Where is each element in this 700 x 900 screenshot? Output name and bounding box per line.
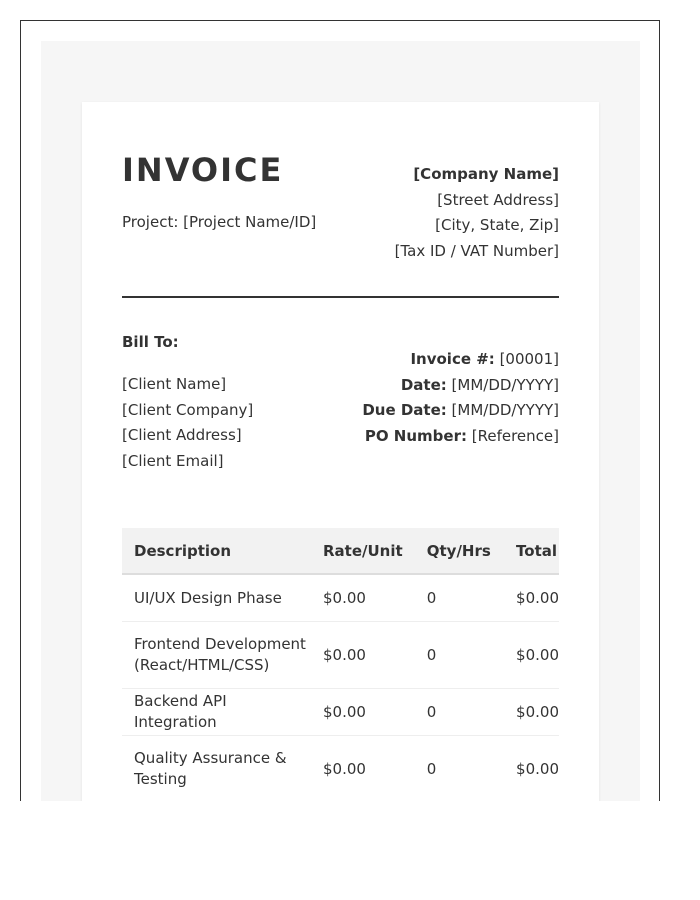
table-row — [122, 736, 559, 802]
header-rate: Rate/Unit — [311, 528, 415, 574]
invoice-meta-block — [362, 347, 559, 450]
cell-description: Quality Assurance & Testing — [122, 736, 311, 802]
table-header-row — [122, 528, 559, 574]
client-address: [Client Address] — [122, 426, 242, 445]
invoice-number-value: [00001] — [499, 350, 559, 368]
po-number-value: [Reference] — [471, 427, 559, 446]
cell-description: Backend API Integration — [122, 689, 311, 736]
project-label: Project: — [122, 213, 179, 231]
invoice-paper — [82, 102, 599, 801]
cell-rate: $0.00 — [311, 622, 415, 689]
due-date-line — [362, 398, 559, 424]
company-street: [Street Address] — [437, 190, 559, 209]
cell-rate: $0.00 — [311, 574, 415, 622]
cell-total: $0.00 — [504, 574, 559, 622]
due-date-value: [MM/DD/YYYY] — [451, 401, 559, 420]
invoice-date-line — [362, 373, 559, 399]
bill-to-label: Bill To: — [122, 333, 179, 351]
cell-qty: 0 — [415, 736, 504, 802]
company-tax-id: [Tax ID / VAT Number] — [394, 241, 559, 260]
cell-qty: 0 — [415, 689, 504, 736]
table-row — [122, 689, 559, 736]
line-items-table — [122, 528, 559, 801]
header-description: Description — [122, 528, 311, 574]
cell-qty: 0 — [415, 622, 504, 689]
po-number-line — [362, 424, 559, 450]
header-qty: Qty/Hrs — [415, 528, 504, 574]
document-background — [41, 41, 640, 801]
cell-rate: $0.00 — [311, 689, 415, 736]
cell-total: $0.00 — [504, 689, 559, 736]
table-row — [122, 574, 559, 622]
cell-qty: 0 — [415, 574, 504, 622]
header-divider — [122, 296, 559, 298]
cell-description: Frontend Development (React/HTML/CSS) — [122, 622, 311, 689]
project-value: [Project Name/ID] — [183, 213, 317, 231]
invoice-date-value: [MM/DD/YYYY] — [451, 375, 559, 394]
po-number-label: PO Number: — [364, 427, 467, 446]
client-email: [Client Email] — [122, 452, 224, 471]
company-block — [395, 162, 559, 264]
due-date-label: Due Date: — [362, 401, 447, 420]
company-city: [City, State, Zip] — [435, 216, 559, 234]
invoice-number-label: Invoice #: — [410, 350, 495, 368]
client-company: [Client Company] — [122, 400, 254, 419]
cell-total: $0.00 — [504, 736, 559, 802]
table-row — [122, 622, 559, 689]
company-name: [Company Name] — [413, 165, 559, 183]
invoice-date-label: Date: — [400, 375, 447, 394]
client-block — [122, 372, 253, 475]
document-frame — [20, 20, 660, 801]
invoice-title: INVOICE — [122, 151, 284, 189]
cell-total: $0.00 — [504, 622, 559, 689]
invoice-number-line — [362, 347, 559, 373]
cell-rate: $0.00 — [311, 736, 415, 802]
client-name: [Client Name] — [122, 375, 227, 393]
project-line — [122, 212, 316, 232]
cell-description: UI/UX Design Phase — [122, 574, 311, 622]
header-total: Total — [504, 528, 559, 574]
